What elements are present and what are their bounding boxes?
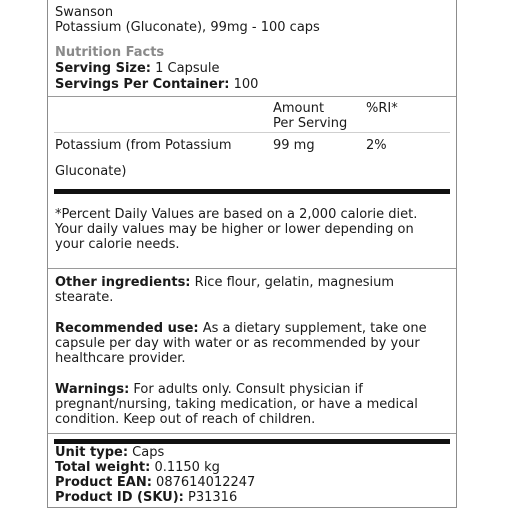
other-ingredients-text: Rice flour, gelatin, magnesium [194,275,395,290]
column-header-per-serving: Per Serving [273,116,348,131]
warnings-line3: condition. Keep out of reach of children. [55,412,316,427]
serving-size-value: 1 Capsule [155,61,220,76]
total-weight-label: Total weight: [55,460,151,475]
product-ean-value: 087614012247 [156,475,256,490]
unit-type-value: Caps [132,445,165,460]
supplement-facts-panel [47,0,457,508]
warnings-line1 [55,382,363,397]
nutrient-table [48,96,456,187]
servings-per-container [55,77,258,92]
table-bottom-bar [54,189,450,194]
table-header-divider [54,132,450,133]
product-sku-value: P31316 [188,490,238,505]
footnote-line2: Your daily values may be higher or lower depending on [55,222,414,237]
serving-size-label: Serving Size: [55,61,152,76]
servings-per-container-label: Servings Per Container: [55,77,230,92]
product-title: Potassium (Gluconate), 99mg - 100 caps [55,20,320,35]
nutrient-ri: 2% [366,138,387,153]
recommended-use-line2: capsule per day with water or as recommended by your [55,336,420,351]
details-section [48,268,456,434]
recommended-use-line1 [55,321,427,336]
recommended-use-line3: healthcare provider. [55,351,186,366]
total-weight [55,460,220,475]
product-info-section [48,433,456,509]
servings-per-container-value: 100 [233,77,259,92]
footnote-line3: your calorie needs. [55,237,180,252]
product-ean [55,475,255,490]
brand-name: Swanson [55,5,114,20]
other-ingredients-label: Other ingredients: [55,275,191,290]
nutrient-amount: 99 mg [273,138,315,153]
nutrient-name-line2: Gluconate) [55,164,127,179]
total-weight-value: 0.1150 kg [154,460,220,475]
footnote-section [48,196,456,270]
column-header-ri: %RI* [366,101,398,116]
warnings-label: Warnings: [55,382,130,397]
recommended-use-text: As a dietary supplement, take one [202,321,427,336]
footnote-line1: *Percent Daily Values are based on a 2,000 calorie diet. [55,207,418,222]
warnings-text: For adults only. Consult physician if [133,382,363,397]
serving-size [55,61,219,76]
product-sku-label: Product ID (SKU): [55,490,184,505]
other-ingredients-line1 [55,275,394,290]
unit-type [55,445,164,460]
nutrient-name-line1: Potassium (from Potassium [55,138,232,153]
unit-type-label: Unit type: [55,445,129,460]
nutrition-facts-heading: Nutrition Facts [55,45,165,60]
warnings-line2: pregnant/nursing, taking medication, or have a medical [55,397,418,412]
recommended-use-label: Recommended use: [55,321,199,336]
column-header-amount: Amount [273,101,325,116]
product-ean-label: Product EAN: [55,475,152,490]
other-ingredients-line2: stearate. [55,290,114,305]
product-info-top-bar [54,439,450,444]
product-sku [55,490,237,505]
